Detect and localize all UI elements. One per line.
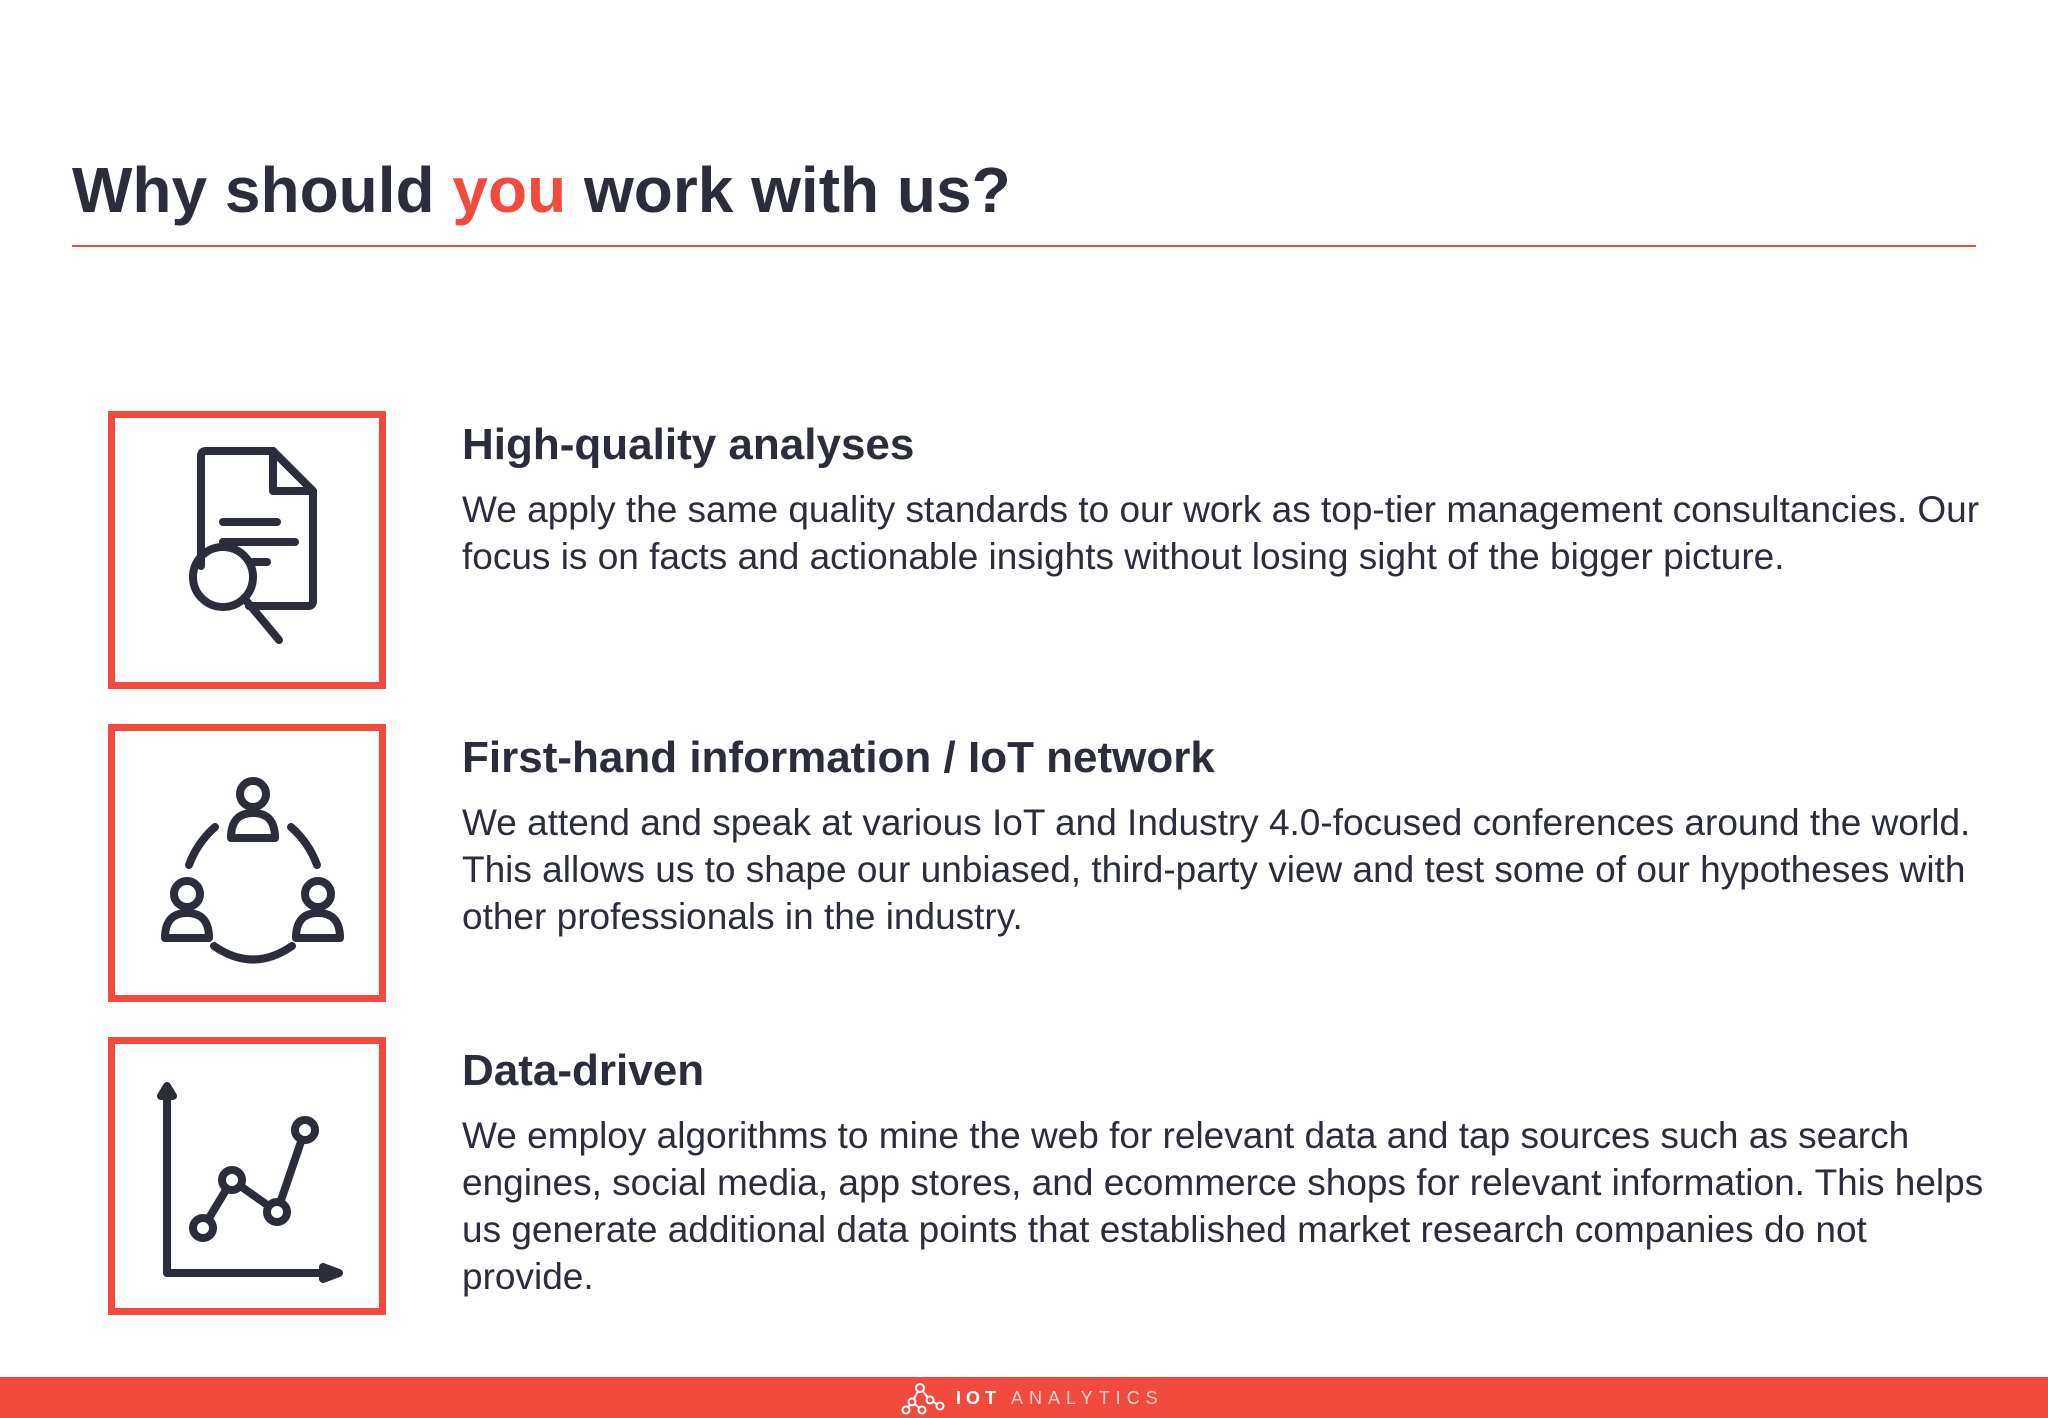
feature-icon-box [108, 724, 386, 1002]
feature-first-hand-information [108, 724, 2008, 1002]
feature-heading: Data-driven [462, 1046, 705, 1095]
feature-high-quality-analyses [108, 411, 2008, 689]
feature-heading: High-quality analyses [462, 420, 915, 469]
feature-text [462, 419, 2002, 580]
brand-name-light: ANALYTICS [1011, 1387, 1164, 1408]
feature-description: We apply the same quality standards to our work as top-tier management consultancies. Our focus is on facts and actionable insights without losing sight of the bigger picture. [462, 488, 1980, 577]
title-text-before: Why should [72, 154, 453, 226]
feature-text [462, 732, 2002, 940]
brand-logo [898, 1380, 1164, 1416]
feature-data-driven [108, 1037, 2008, 1315]
feature-description: We attend and speak at various IoT and Industry 4.0-focused conferences around the world. This allows us to shape our unbiased, third-party view and test some of our hypotheses with other professionals in the industry. [462, 801, 1971, 937]
document-search-icon [115, 418, 379, 682]
page-title [72, 152, 1011, 229]
footer-bar [0, 1377, 2048, 1418]
people-network-icon [115, 731, 379, 995]
feature-icon-box [108, 411, 386, 689]
molecule-logo-icon [898, 1380, 946, 1416]
title-divider [72, 245, 1976, 247]
feature-icon-box [108, 1037, 386, 1315]
line-chart-icon [115, 1044, 379, 1308]
title-text-after: work with us? [566, 154, 1011, 226]
feature-heading: First-hand information / IoT network [462, 733, 1215, 782]
feature-description: We employ algorithms to mine the web for relevant data and tap sources such as search engines, social media, app stores, and ecommerce shops for relevant information. This helps us generate additional data points that established market research companies do not provide. [462, 1114, 1984, 1297]
title-accent-word: you [452, 154, 567, 226]
feature-text [462, 1045, 2002, 1300]
brand-name-strong: IOT [956, 1387, 1001, 1408]
